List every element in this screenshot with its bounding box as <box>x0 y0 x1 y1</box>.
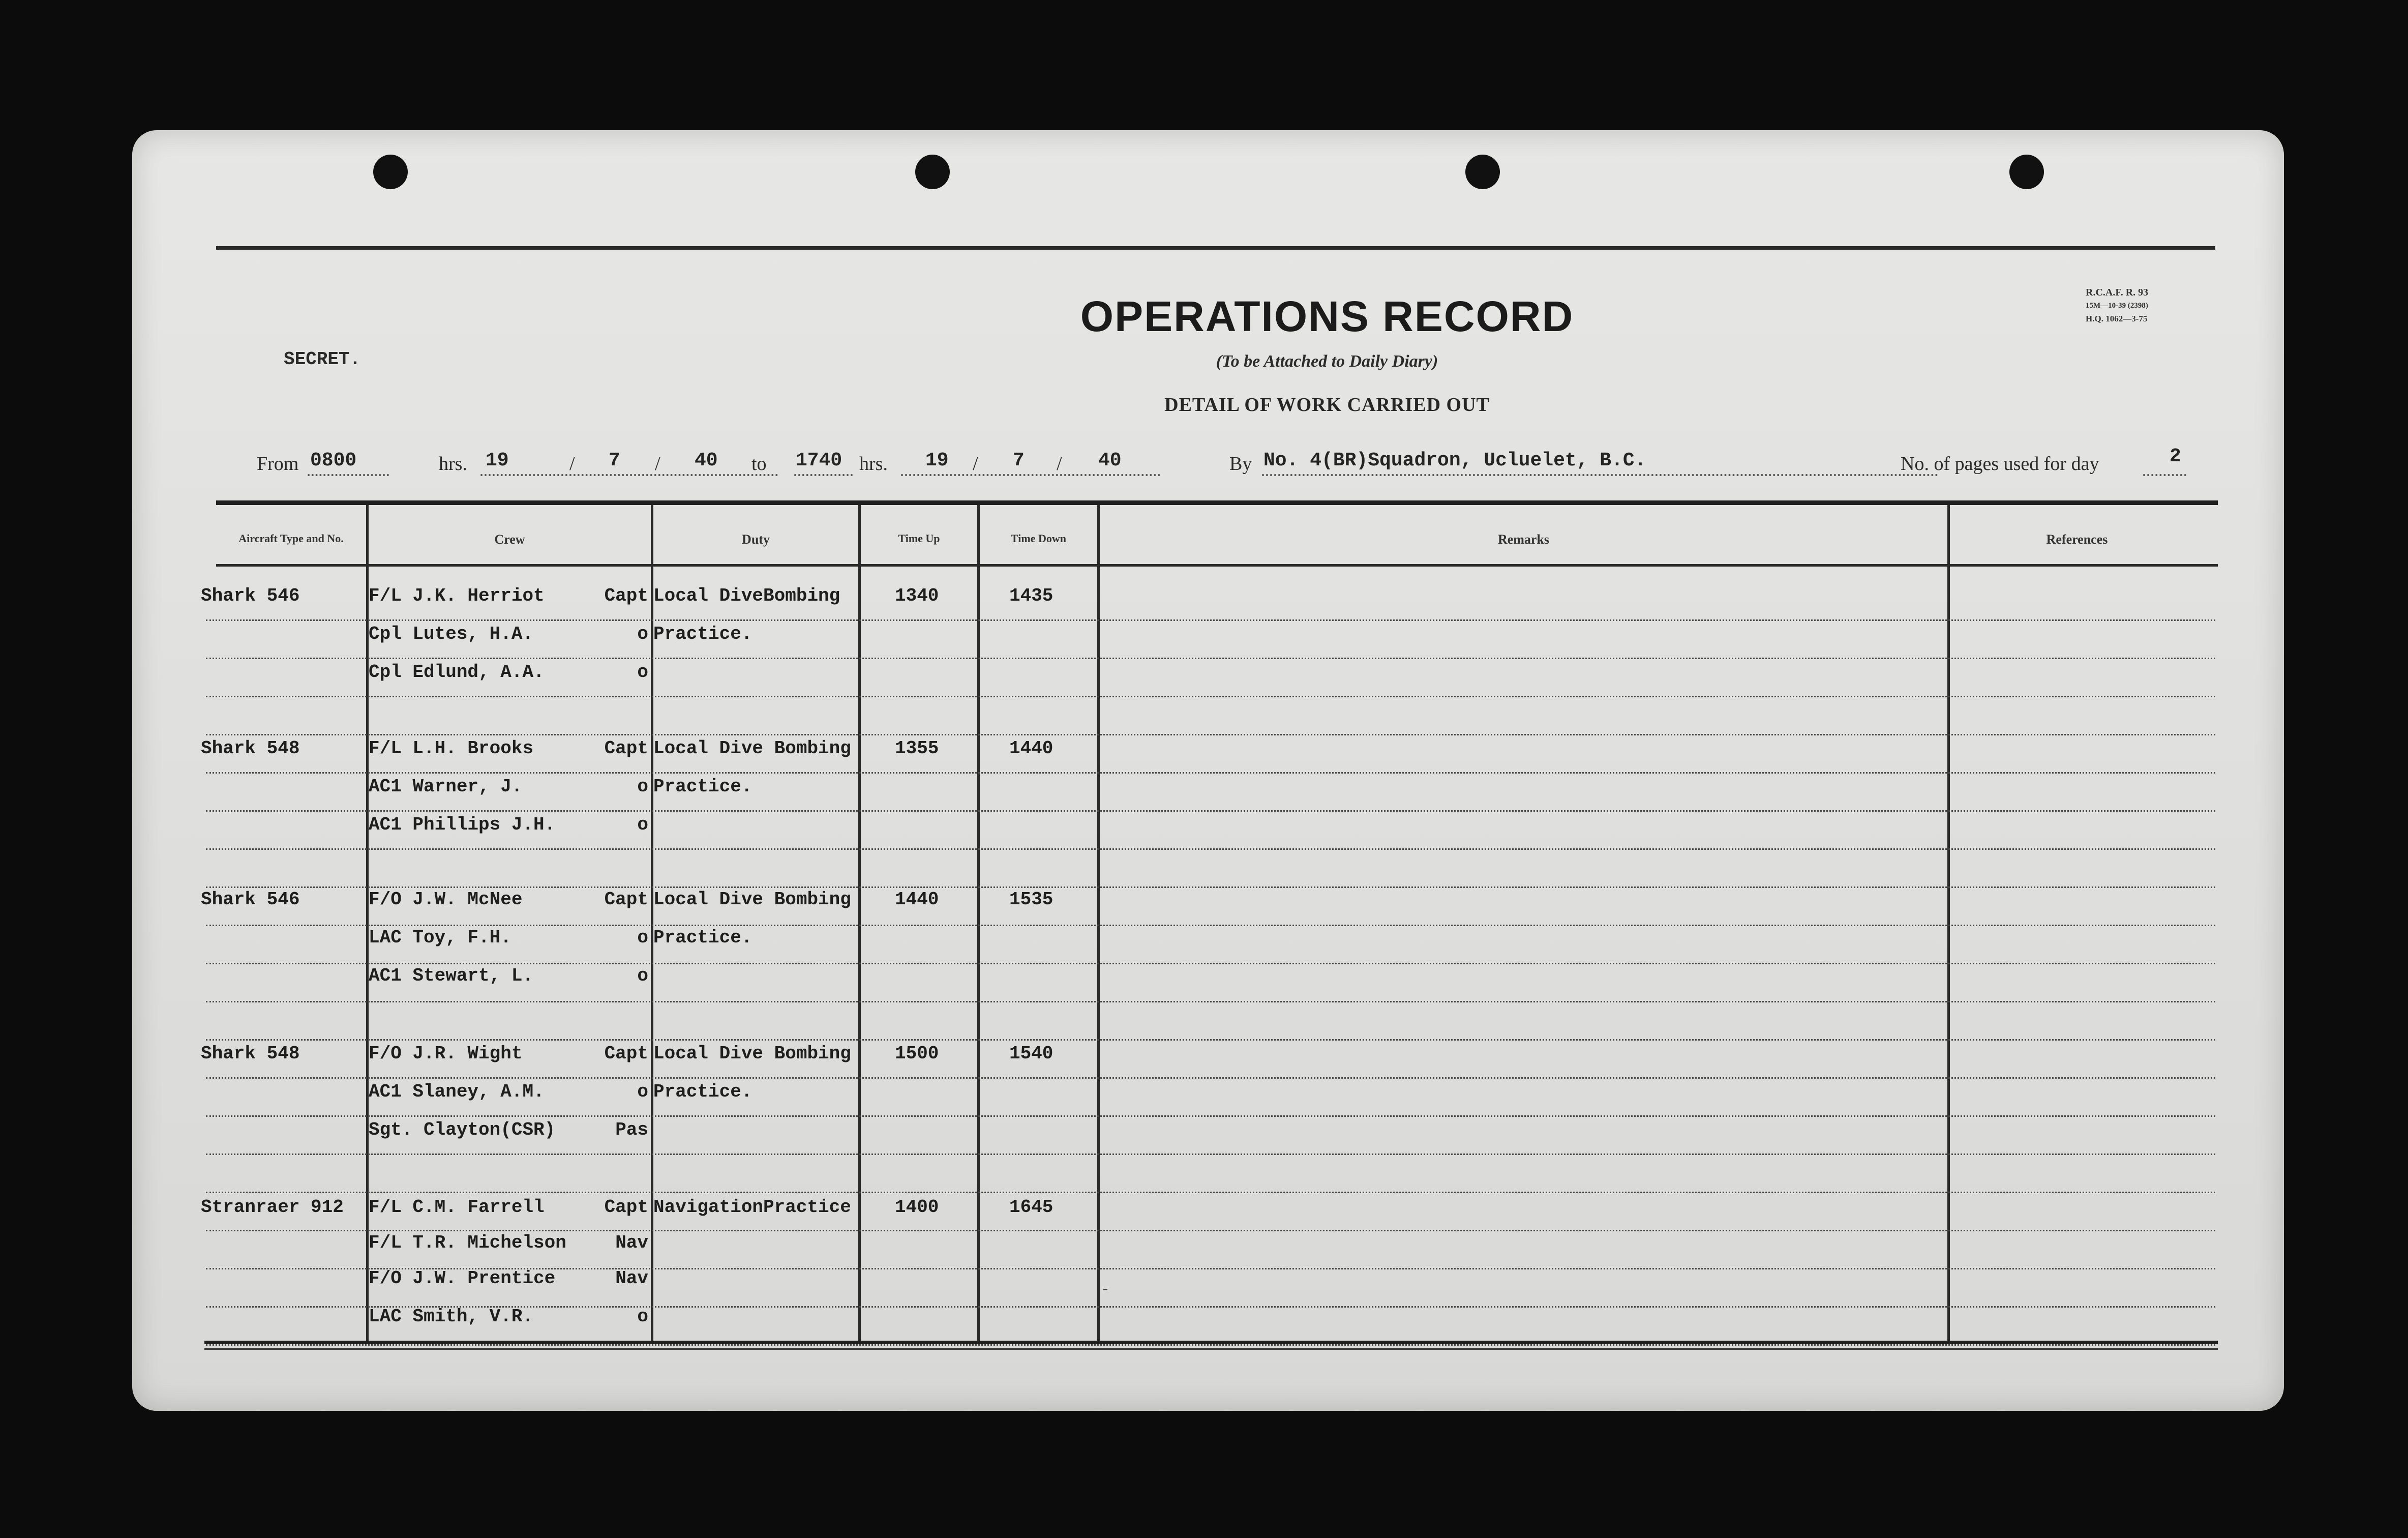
row-rule <box>206 886 2215 888</box>
aircraft-type: Shark 548 <box>201 1043 300 1064</box>
row-rule <box>206 1001 2215 1002</box>
crew-name: F/O J.W. Prentice <box>369 1268 556 1289</box>
date-separator: / <box>569 453 575 475</box>
fill-dots <box>308 474 389 476</box>
row-rule <box>206 1115 2215 1117</box>
duty-line: Local DiveBombing <box>653 585 840 606</box>
form-reference <box>2086 286 2148 326</box>
to-label: to <box>751 453 767 475</box>
crew-role: o <box>637 927 648 948</box>
time-down: 1435 <box>1009 585 1054 606</box>
row-rule <box>206 619 2215 621</box>
aircraft-type: Stranraer 912 <box>201 1197 344 1218</box>
row-rule <box>206 658 2215 659</box>
pages-label: No. of pages used for day <box>1901 453 2099 475</box>
to-year: 40 <box>1098 450 1122 471</box>
crew-name: AC1 Warner, J. <box>369 776 523 797</box>
to-month: 7 <box>1013 450 1025 471</box>
crew-name: F/O J.R. Wight <box>369 1043 523 1064</box>
duty-line: Practice. <box>653 776 752 797</box>
column-header-time-up: Time Up <box>898 532 940 545</box>
row-rule <box>206 696 2215 697</box>
crew-name: F/L T.R. Michelson <box>369 1232 566 1253</box>
crew-role: o <box>637 814 648 835</box>
time-down: 1540 <box>1009 1043 1054 1064</box>
table-top-rule <box>216 500 2218 505</box>
crew-name: F/L J.K. Herriot <box>369 585 545 606</box>
crew-name: Cpl Lutes, H.A. <box>369 624 534 644</box>
row-rule <box>206 1154 2215 1155</box>
duty-line: Local Dive Bombing <box>653 1043 851 1064</box>
aircraft-type: Shark 546 <box>201 585 300 606</box>
column-header-references: References <box>2046 532 2108 547</box>
operations-record-form <box>132 130 2284 1411</box>
to-time: 1740 <box>796 450 842 471</box>
column-header-duty: Duty <box>742 532 770 547</box>
crew-name: Sgt. Clayton(CSR) <box>369 1119 556 1140</box>
to-day: 19 <box>925 450 949 471</box>
time-up: 1355 <box>895 738 939 759</box>
form-ref-line: H.Q. 1062—3-75 <box>2086 314 2148 323</box>
crew-role: Capt <box>604 889 648 910</box>
duty-line: Local Dive Bombing <box>653 889 851 910</box>
aircraft-type: Shark 548 <box>201 738 300 759</box>
column-header-time-down: Time Down <box>1011 532 1066 545</box>
from-label: From <box>257 453 299 475</box>
duty-line: NavigationPractice <box>653 1197 851 1218</box>
form-ref-line: R.C.A.F. R. 93 <box>2086 287 2149 298</box>
crew-name: AC1 Phillips J.H. <box>369 814 556 835</box>
hrs-label: hrs. <box>439 453 467 475</box>
row-rule <box>206 1077 2215 1079</box>
page-title: OPERATIONS RECORD <box>1080 292 1574 340</box>
column-header-aircraft: Aircraft Type and No. <box>238 532 344 545</box>
date-separator: / <box>1057 453 1062 475</box>
crew-role: Nav <box>615 1232 648 1253</box>
remarks-mark: - <box>1101 1281 1110 1298</box>
time-up: 1340 <box>895 585 939 606</box>
crew-role: Capt <box>604 585 648 606</box>
header-rule <box>216 564 2218 567</box>
time-up: 1440 <box>895 889 939 910</box>
row-rule <box>206 810 2215 812</box>
crew-role: Capt <box>604 738 648 759</box>
row-rule <box>206 1039 2215 1041</box>
row-rule <box>206 1230 2215 1231</box>
table-bottom-rule <box>204 1348 2218 1350</box>
fill-dots <box>1262 474 1938 476</box>
row-rule <box>206 772 2215 774</box>
aircraft-type: Shark 546 <box>201 889 300 910</box>
row-rule <box>206 925 2215 926</box>
punch-hole <box>915 155 950 189</box>
crew-name: F/L L.H. Brooks <box>369 738 534 759</box>
punch-hole <box>2009 155 2044 189</box>
form-ref-line: 15M—10-39 (2398) <box>2086 302 2148 310</box>
crew-role: o <box>637 776 648 797</box>
from-month: 7 <box>609 450 620 471</box>
row-rule <box>206 848 2215 850</box>
page-subtitle: (To be Attached to Daily Diary) <box>1216 352 1438 371</box>
fill-dots <box>901 474 1160 476</box>
crew-name: LAC Smith, V.R. <box>369 1306 534 1327</box>
crew-name: LAC Toy, F.H. <box>369 927 511 948</box>
time-down: 1645 <box>1009 1197 1054 1218</box>
from-time: 0800 <box>310 450 357 471</box>
column-divider <box>1097 505 1100 1341</box>
crew-name: Cpl Edlund, A.A. <box>369 662 545 683</box>
crew-name: AC1 Stewart, L. <box>369 965 534 986</box>
section-heading: DETAIL OF WORK CARRIED OUT <box>1164 394 1490 416</box>
crew-role: o <box>637 1081 648 1102</box>
crew-name: F/O J.W. McNee <box>369 889 523 910</box>
punch-hole <box>1465 155 1500 189</box>
time-down: 1535 <box>1009 889 1054 910</box>
duty-line: Practice. <box>653 624 752 644</box>
duty-line: Practice. <box>653 927 752 948</box>
column-divider <box>1947 505 1950 1341</box>
crew-name: AC1 Slaney, A.M. <box>369 1081 545 1102</box>
column-header-remarks: Remarks <box>1497 532 1550 547</box>
from-year: 40 <box>695 450 718 471</box>
crew-role: o <box>637 965 648 986</box>
crew-name: F/L C.M. Farrell <box>369 1197 545 1218</box>
column-divider <box>977 505 980 1341</box>
row-rule <box>206 1192 2215 1193</box>
time-up: 1500 <box>895 1043 939 1064</box>
crew-role: o <box>637 662 648 683</box>
row-rule <box>206 734 2215 735</box>
time-down: 1440 <box>1009 738 1054 759</box>
column-divider <box>858 505 861 1341</box>
hrs-label: hrs. <box>859 453 888 475</box>
column-header-crew: Crew <box>494 532 525 547</box>
crew-role: o <box>637 1306 648 1327</box>
table-bottom-rule <box>204 1341 2218 1344</box>
duty-line: Local Dive Bombing <box>653 738 851 759</box>
fill-dots <box>2143 474 2186 476</box>
security-classification: SECRET. <box>284 349 361 370</box>
date-separator: / <box>973 453 978 475</box>
fill-dots <box>480 474 778 476</box>
punch-hole <box>373 155 408 189</box>
date-separator: / <box>655 453 660 475</box>
pages-value: 2 <box>2170 446 2181 467</box>
from-day: 19 <box>486 450 509 471</box>
crew-role: Capt <box>604 1043 648 1064</box>
crew-role: Pas <box>615 1119 648 1140</box>
time-up: 1400 <box>895 1197 939 1218</box>
row-rule <box>206 1344 2215 1346</box>
fill-dots <box>794 474 853 476</box>
crew-role: Capt <box>604 1197 648 1218</box>
crew-role: Nav <box>615 1268 648 1289</box>
by-label: By <box>1229 453 1252 475</box>
duty-line: Practice. <box>653 1081 752 1102</box>
row-rule <box>206 963 2215 964</box>
top-rule <box>216 246 2215 250</box>
crew-role: o <box>637 624 648 644</box>
unit-name: No. 4(BR)Squadron, Ucluelet, B.C. <box>1263 450 1646 471</box>
